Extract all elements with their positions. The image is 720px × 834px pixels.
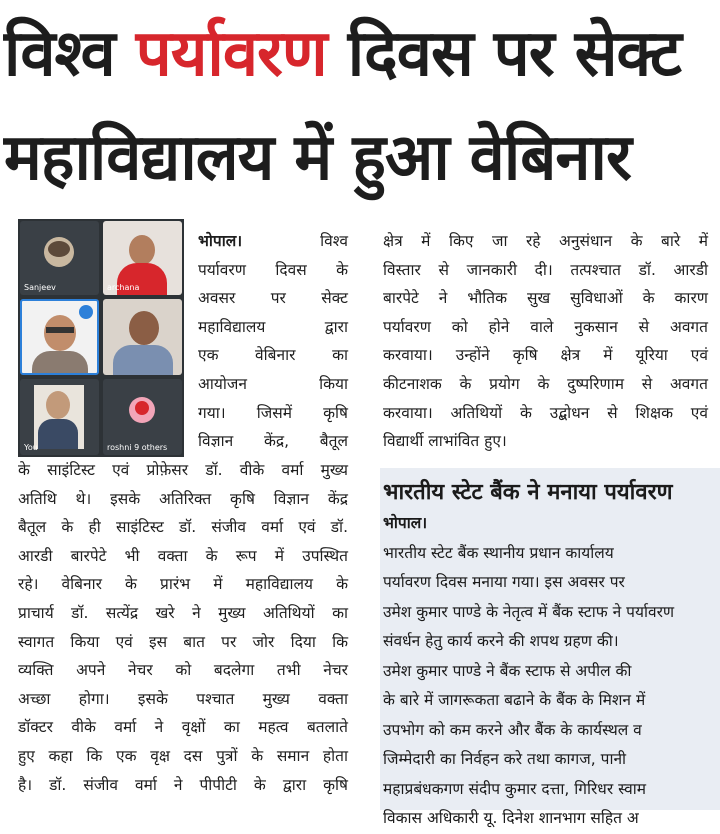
sidebar-body: [383, 509, 720, 834]
text-line: आरडी बारपेटे भी वक्ता के रूप में उपस्थित: [18, 546, 348, 565]
participant-tile: [20, 379, 99, 455]
text-line: महाविद्यालय द्वारा: [198, 317, 348, 336]
text-line: पर्यावरण दिवस के: [198, 260, 348, 279]
text-line: विज्ञान केंद्र, बैतूल: [198, 432, 348, 451]
participant-name: archana: [107, 283, 140, 292]
text-line: उमेश कुमार पाण्डे ने बैंक स्टाफ से अपील की: [383, 661, 632, 680]
article-body: [18, 456, 348, 799]
text-line: पर्यावरण को होने वाले नुकसान से अवगत: [383, 317, 708, 336]
headline-part-1: विश्व: [4, 17, 136, 91]
participant-name: Sanjeev: [24, 283, 56, 292]
text-line: बारपेटे ने भौतिक सुख सुविधाओं के कारण: [383, 289, 708, 308]
text-line: गया। जिसमें कृषि: [198, 403, 348, 422]
text-line: संवर्धन हेतु कार्य करने की शपथ ग्रहण की।: [383, 632, 619, 650]
text-line: विद्यार्थी लाभांवित हुए।: [383, 432, 507, 451]
text-line: प्राचार्य डॉ. सत्येंद्र खरे ने मुख्य अतिथियों का: [18, 603, 348, 622]
text-line: स्वागत किया एवं इस बात पर जोर दिया कि: [18, 632, 348, 651]
participant-tile: [103, 299, 182, 375]
headline-line-1: [4, 14, 716, 94]
sidebar-headline: भारतीय स्टेट बैंक ने मनाया पर्यावरण: [383, 480, 673, 505]
text-line: भोपाल। भारतीय स्टेट बैंक स्थानीय प्रधान कार्यालय: [383, 509, 720, 568]
headline-part-2: दिवस पर सेक्ट: [326, 17, 681, 91]
participant-tile: [103, 221, 182, 295]
text-line: अवसर पर सेक्ट: [198, 289, 348, 308]
text-line: कीटनाशक के प्रयोग के दुष्परिणाम से अवगत: [383, 374, 708, 393]
text-line: अच्छा होगा। इसके पश्चात मुख्य वक्ता: [18, 689, 348, 708]
text-line: आयोजन किया: [198, 374, 348, 393]
text-line: उमेश कुमार पाण्डे के नेतृत्व में बैंक स्टाफ ने पर्यावरण: [383, 602, 675, 621]
text-line: भोपाल। विश्व: [198, 232, 348, 250]
text-line: अतिथि थे। इसके अतिरिक्त कृषि विज्ञान केंद्र: [18, 489, 348, 508]
text-line: विस्तार से जानकारी दी। तत्पश्चात डॉ. आरडी: [383, 260, 708, 279]
dateline: भोपाल।: [198, 232, 243, 250]
text-line: क्षेत्र में किए जा रहे अनुसंधान के बारे में: [383, 232, 708, 250]
text-line: महाप्रबंधकगण संदीप कुमार दत्ता, गिरिधर स्वाम: [383, 779, 647, 798]
text-line: के बारे में जागरूकता बढाने के बैंक के मिशन में: [383, 691, 646, 709]
text-line: विकास अधिकारी यू. दिनेश शानभाग सहित अ: [383, 809, 639, 827]
text-line: डॉक्टर वीके वर्मा ने वृक्षों का महत्व बतलाते: [18, 718, 348, 737]
headline-accent-word: पर्यावरण: [135, 17, 327, 91]
text-line: एक वेबिनार का: [198, 346, 348, 365]
text-line: है। डॉ. संजीव वर्मा ने पीपीटी के द्वारा कृषि: [18, 775, 348, 794]
article-continuation: [383, 227, 708, 456]
text-line: करवाया। अतिथियों के उद्बोधन से शिक्षक एवं: [383, 403, 708, 422]
participant-name: roshni 9 others: [107, 443, 168, 452]
text-line: जिम्मेदारी का निर्वहन करे तथा कागज, पानी: [383, 750, 627, 768]
headline-line-2: महाविद्यालय में हुआ वेबिनार: [4, 121, 631, 195]
participant-tile: [20, 221, 99, 295]
text-line: उपभोग को कम करने और बैंक के कार्यस्थल व: [383, 720, 642, 739]
sidebar-dateline: भोपाल।: [383, 514, 428, 532]
article-intro: [198, 227, 348, 456]
participant-tile: [103, 379, 182, 455]
text-line: बैतूल के ही साइंटिस्ट डॉ. संजीव वर्मा एवं डॉ.: [18, 518, 348, 537]
text-line: हुए कहा कि एक वृक्ष दस पुत्रों के समान होता: [18, 746, 348, 765]
text-line: व्यक्ति अपने नेचर को बदलेगा तभी नेचर: [18, 661, 348, 680]
text-line: करवाया। उन्होंने कृषि क्षेत्र में यूरिया एवं: [383, 346, 708, 365]
text-line: रहे। वेबिनार के प्रारंभ में महाविद्यालय के: [18, 575, 348, 594]
participant-tile-active: [20, 299, 99, 375]
webinar-photo: [18, 219, 184, 457]
text-line: पर्यावरण दिवस मनाया गया। इस अवसर पर: [383, 573, 625, 591]
participant-name: You: [24, 443, 38, 452]
text-line: के साइंटिस्ट एवं प्रोफ़ेसर डॉ. वीके वर्मा मुख्य: [18, 461, 348, 479]
